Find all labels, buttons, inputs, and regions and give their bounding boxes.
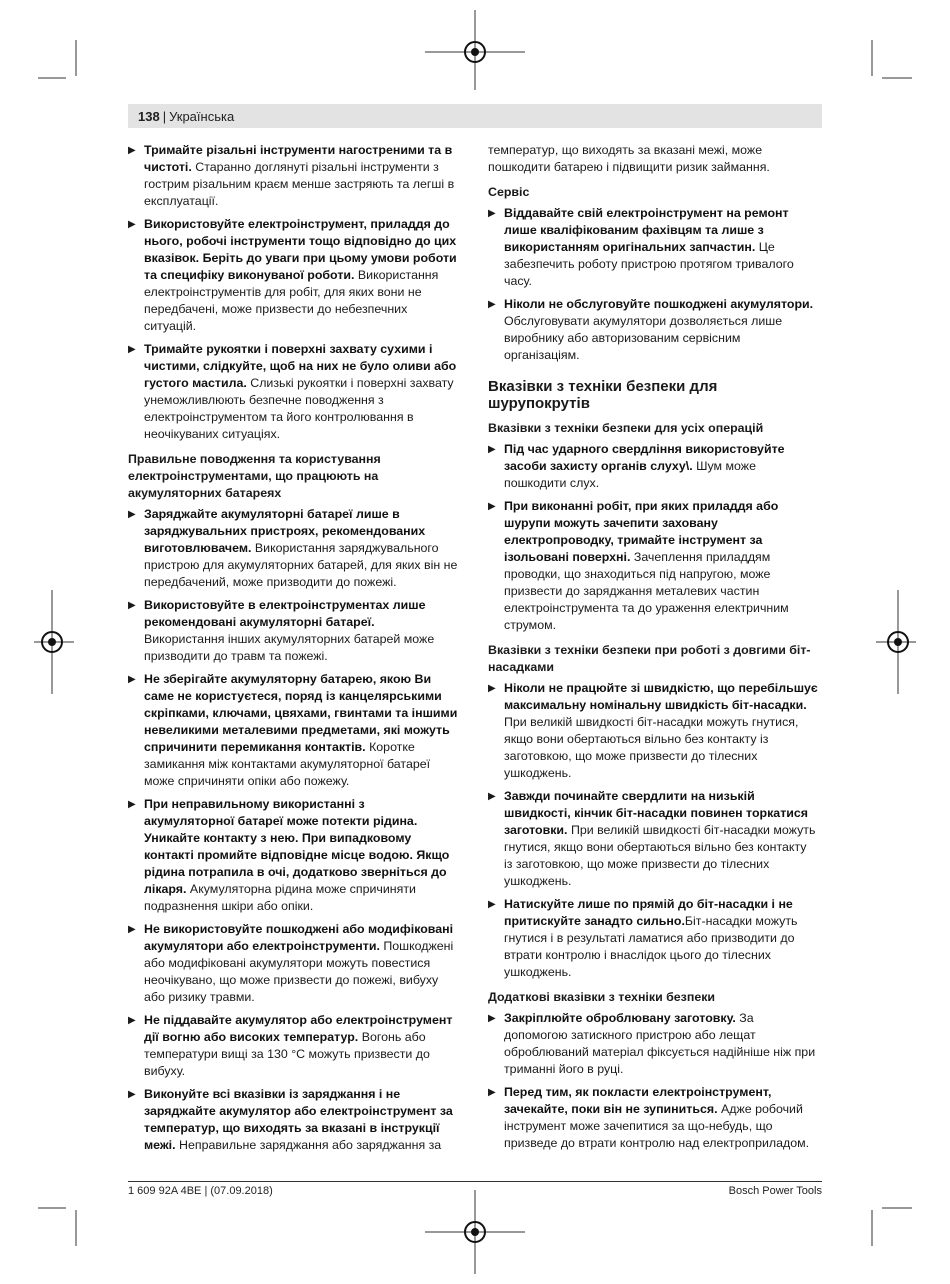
item-bold-text: Використовуйте електроінструмент, приладдя до нього, робочі інструменти тощо відповідно до цих вказівок. Беріть до уваги при цьому умови роботи та специфіку виконуваної роботи. <box>144 217 457 282</box>
item-bold-text: Завжди починайте свердлити на низькій швидкості, кінчик біт-насадки повинен торкатися заготовки. <box>504 789 808 837</box>
bullet-arrow-icon: ▶ <box>488 899 496 910</box>
section-heading: Вказівки з техніки безпеки для шурупокрутів <box>488 378 718 412</box>
safety-item <box>128 341 458 443</box>
bullet-arrow-icon: ▶ <box>128 145 136 156</box>
battery-item <box>128 921 458 1006</box>
left-column <box>128 142 458 1160</box>
registration-target-icon <box>425 1190 525 1274</box>
item-body-text: Пошкоджені або модифіковані акумулятори можуть повестися неочікувано, що може призвести до пожежі, вибуху або ризику травми. <box>144 939 454 1004</box>
header-separator: | <box>162 108 167 124</box>
battery-item <box>128 1086 458 1154</box>
item-bold-text: Не зберігайте акумуляторну батарею, якою Ви саме не користуєтеся, поряд із канцелярськими скріпками, ключами, цвяхами, гвинтами та іншими невеликими металевими предметами, які можуть спричинити перемикання контактів. <box>144 672 458 754</box>
crop-mark-bottom-left <box>38 1170 118 1250</box>
bullet-arrow-icon: ▶ <box>488 1087 496 1098</box>
item-body-text: Старанно доглянуті різальні інструменти з гострим різальним краєм менше застряють та легші в експлуатації. <box>144 160 455 208</box>
service-item <box>488 205 818 290</box>
long-bits-item <box>488 680 818 782</box>
item-body-text: Зачеплення приладдям проводки, що знаходиться під напругою, може призвести до заряджання металевих частин електроінструмента та до ураження електричним струмом. <box>504 550 789 632</box>
item-bold-text: Натискуйте лише по прямій до біт-насадки і не притискуйте занадто сильно. <box>504 897 793 928</box>
item-body-text: Коротке замикання між контактами акумуляторної батареї може спричиняти опіки або пожежу. <box>144 740 431 788</box>
subheading-battery: Правильне поводження та користування електроінструментами, що працюють на акумуляторних батареях <box>128 452 381 500</box>
item-body-text: При великій швидкості біт-насадки можуть гнутися, якщо вони обертаються вільно без контакту із заготовкою, що може призвести до тілесних ушкоджень. <box>504 823 816 888</box>
registration-target-icon <box>876 590 920 694</box>
bullet-arrow-icon: ▶ <box>128 674 136 685</box>
item-body-text: Неправильне заряджання або заряджання за <box>175 1138 442 1152</box>
continuation-text: температур, що виходять за вказані межі, може пошкодити батарею і підвищити ризик займання. <box>488 143 770 174</box>
item-bold-text: Під час ударного свердління використовуйте засоби захисту органів слуху\. <box>504 442 785 473</box>
item-bold-text: Не піддавайте акумулятор або електроінструмент дії вогню або високих температур. <box>144 1013 453 1044</box>
bullet-arrow-icon: ▶ <box>128 1015 136 1026</box>
item-body-text: За допомогою затискного пристрою або лещат оброблюваний матеріал фіксується надійніше ніж при триманні його в руці. <box>504 1011 816 1076</box>
battery-item <box>128 597 458 665</box>
bullet-arrow-icon: ▶ <box>128 799 136 810</box>
bullet-arrow-icon: ▶ <box>128 1089 136 1100</box>
bullet-arrow-icon: ▶ <box>488 208 496 219</box>
bullet-arrow-icon: ▶ <box>128 344 136 355</box>
item-bold-text: Не використовуйте пошкоджені або модифіковані акумулятори або електроінструменти. <box>144 922 454 953</box>
all-operations-item <box>488 498 818 634</box>
item-bold-text: Ніколи не працюйте зі швидкістю, що перебільшує максимальну номінальну швидкість біт-насадки. <box>504 681 818 712</box>
item-bold-text: При виконанні робіт, при яких приладдя або шурупи можуть зачепити заховану електропроводку, тримайте інструмент за ізольовані поверхні. <box>504 499 779 564</box>
crop-mark-top-right <box>832 40 912 120</box>
item-body-text: Використання електроінструментів для робіт, для яких вони не передбачені, може призвести до небезпечних ситуацій. <box>144 268 439 333</box>
subheading-service: Сервіс <box>488 185 530 199</box>
bullet-arrow-icon: ▶ <box>488 299 496 310</box>
additional-item <box>488 1010 818 1078</box>
long-bits-item <box>488 896 818 981</box>
bullet-arrow-icon: ▶ <box>488 1013 496 1024</box>
battery-item <box>128 1012 458 1080</box>
item-body-text: Біт-насадки можуть гнутися і в результаті ламатися або призводити до втрати контролю і внаслідок цього до тілесних ушкоджень. <box>504 914 798 979</box>
item-bold-text: Заряджайте акумуляторні батареї лише в заряджувальних пристроях, рекомендованих виготовлювачем. <box>144 507 426 555</box>
item-body-text: Слизькі рукоятки і поверхні захвату унеможливлюють безпечне поводження з електроінструментом та його контролювання в неочікуваних ситуаціях. <box>144 376 454 441</box>
item-bold-text: Ніколи не обслуговуйте пошкоджені акумулятори. <box>504 297 814 311</box>
bullet-arrow-icon: ▶ <box>128 600 136 611</box>
safety-item <box>128 216 458 335</box>
item-bold-text: Використовуйте в електроінструментах лише рекомендовані акумуляторні батареї. <box>144 598 426 629</box>
item-bold-text: Тримайте рукоятки і поверхні захвату сухими і чистими, слідкуйте, щоб на них не було оливи або густого мастила. <box>144 342 457 390</box>
subheading-additional: Додаткові вказівки з техніки безпеки <box>488 990 716 1004</box>
battery-item <box>128 796 458 915</box>
additional-item <box>488 1084 818 1152</box>
bullet-arrow-icon: ▶ <box>128 509 136 520</box>
bullet-arrow-icon: ▶ <box>128 219 136 230</box>
item-body-text: Обслуговувати акумулятори дозволяється лише виробнику або авторизованим сервісним організаціям. <box>504 314 783 362</box>
battery-item <box>128 506 458 591</box>
item-body-text: Використання заряджувального пристрою для акумуляторних батарей, для яких він не передбачений, може призводити до пожежі. <box>144 541 458 589</box>
header-language: Українська <box>169 108 235 124</box>
footer-doc-number: 1 609 92A 4BE | (07.09.2018) <box>128 1185 273 1197</box>
long-bits-item <box>488 788 818 890</box>
subheading-all-operations: Вказівки з техніки безпеки для усіх операцій <box>488 421 764 435</box>
registration-target-icon <box>30 590 74 694</box>
crop-mark-bottom-right <box>832 1170 912 1250</box>
page-number: 138 <box>138 108 160 124</box>
bullet-arrow-icon: ▶ <box>488 501 496 512</box>
item-body-text: Шум може пошкодити слух. <box>504 459 756 490</box>
crop-mark-top-left <box>38 40 118 120</box>
item-body-text: Адже робочий інструмент може зачепитися за що-небудь, що призведе до втрати контролю над електроприладом. <box>504 1102 810 1150</box>
bullet-arrow-icon: ▶ <box>488 683 496 694</box>
item-body-text: Акумуляторна рідина може спричиняти подразнення шкіри або опіки. <box>144 882 416 913</box>
registration-target-icon <box>425 10 525 94</box>
item-body-text: Це забезпечить роботу пристрою протягом тривалого часу. <box>504 240 794 288</box>
service-item <box>488 296 818 364</box>
bullet-arrow-icon: ▶ <box>488 444 496 455</box>
item-body-text: Вогонь або температури вищі за 130 °C можуть призвести до вибуху. <box>144 1030 430 1078</box>
item-body-text: Використання інших акумуляторних батарей може призводити до травм та пожежі. <box>144 632 435 663</box>
item-bold-text: Віддавайте свій електроінструмент на ремонт лише кваліфікованим фахівцям та лише з використанням оригінальних запчастин. <box>504 206 789 254</box>
footer-rule <box>128 1181 822 1182</box>
bullet-arrow-icon: ▶ <box>128 924 136 935</box>
item-bold-text: Перед тим, як покласти електроінструмент, зачекайте, поки він не зупиниться. <box>504 1085 772 1116</box>
safety-item <box>128 142 458 210</box>
page-header <box>128 104 822 128</box>
subheading-long-bits: Вказівки з техніки безпеки при роботі з довгими біт-насадками <box>488 643 811 674</box>
item-bold-text: Виконуйте всі вказівки із заряджання і не заряджайте акумулятор або електроінструмент за температур, що виходять за вказані в інструкції межі. <box>144 1087 453 1152</box>
item-bold-text: Закріплюйте оброблювану заготовку. <box>504 1011 736 1025</box>
all-operations-item <box>488 441 818 492</box>
bullet-arrow-icon: ▶ <box>488 791 496 802</box>
item-bold-text: Тримайте різальні інструменти нагостреними та в чистоті. <box>144 143 453 174</box>
item-bold-text: При неправильному використанні з акумуляторної батареї може потекти рідина. Уникайте контакту з нею. При випадковому контакті промийте відповідне місце водою. Якщо рідина потрапила в очі, додатково зверніться до лікаря. <box>144 797 450 896</box>
item-body-text: При великій швидкості біт-насадки можуть гнутися, якщо вони обертаються вільно без контакту із заготовкою, що може призвести до тілесних ушкоджень. <box>504 715 799 780</box>
right-column <box>488 142 818 1158</box>
footer-brand: Bosch Power Tools <box>728 1185 822 1197</box>
battery-item <box>128 671 458 790</box>
